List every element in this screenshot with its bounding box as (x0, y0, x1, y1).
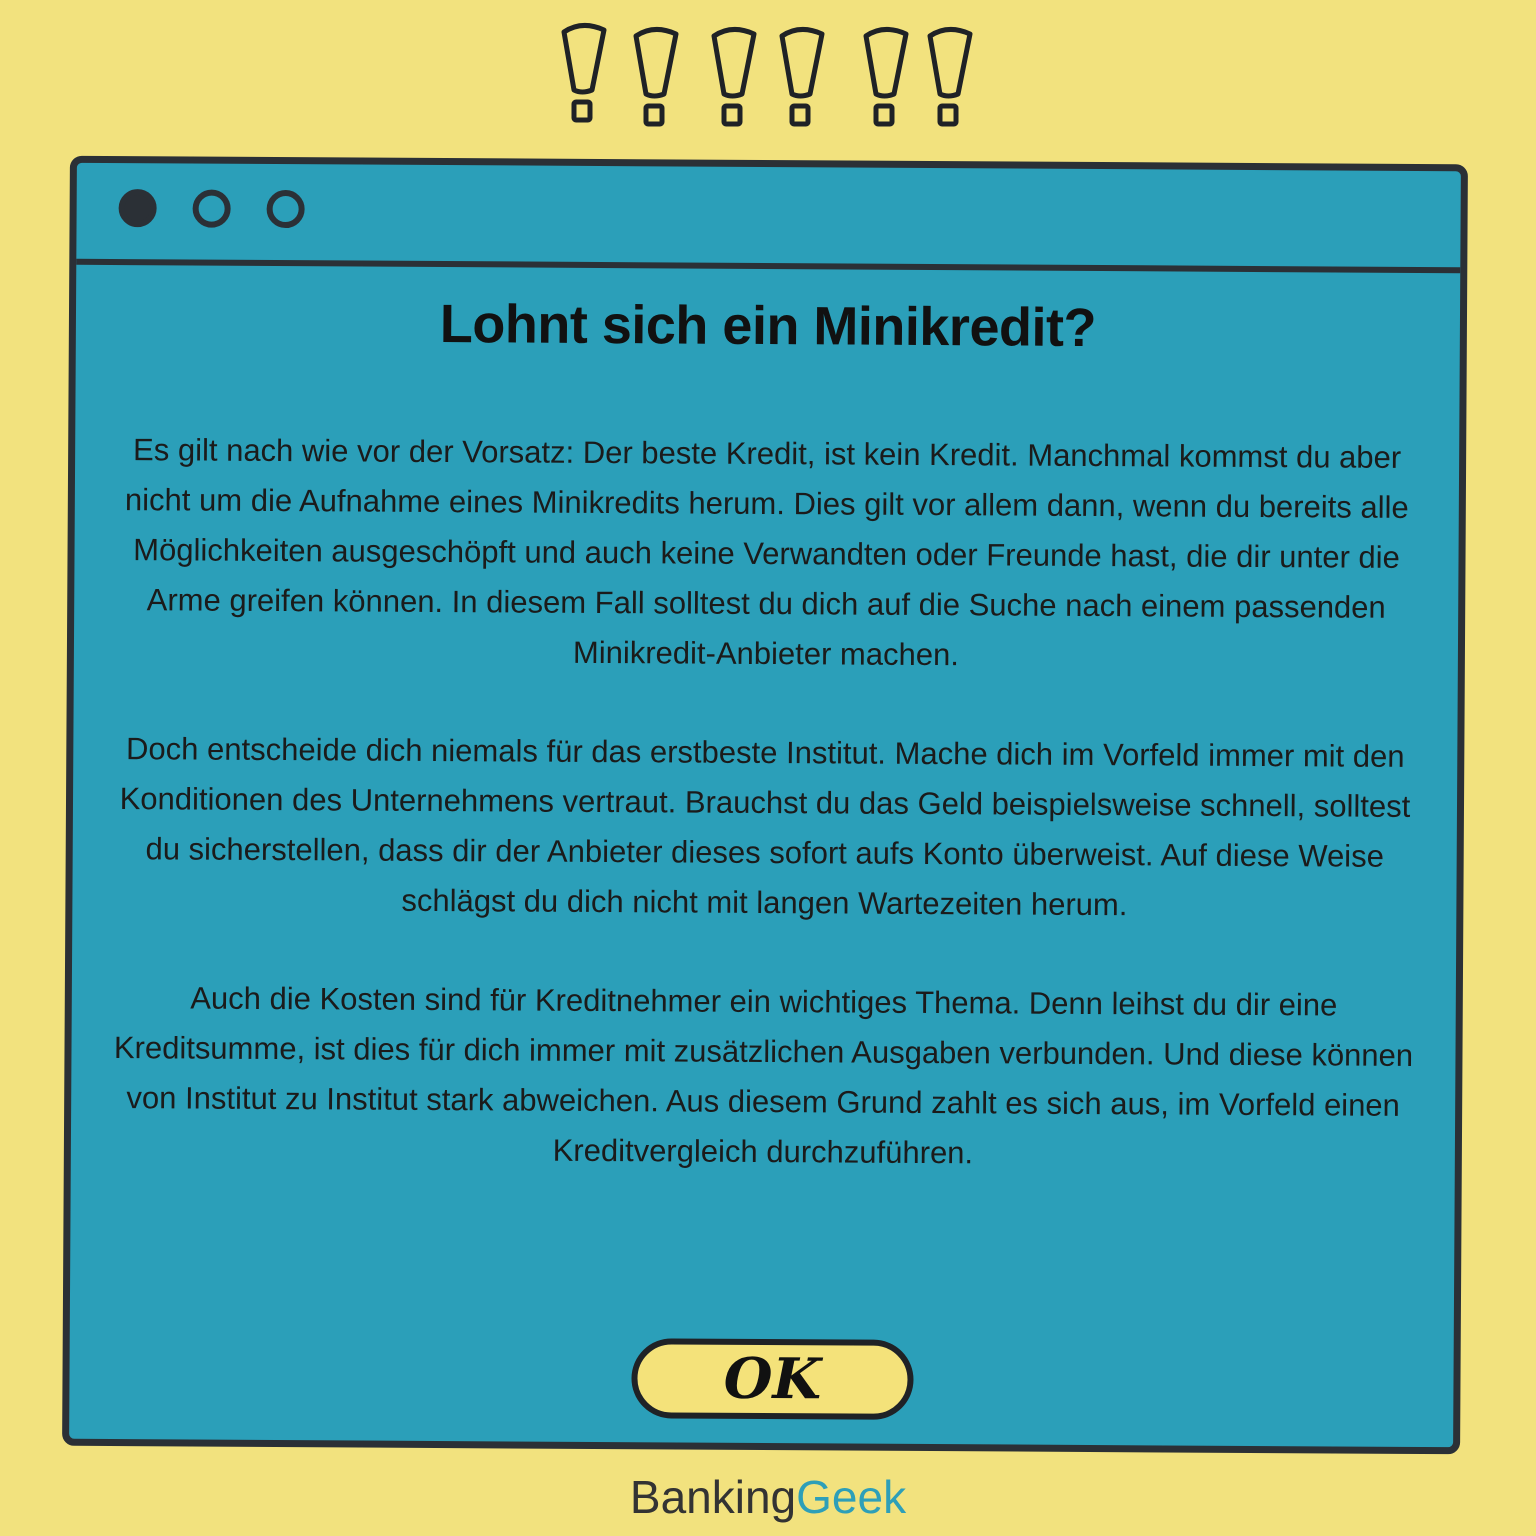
dialog-body (110, 425, 1419, 1230)
brand-name-part2: Geek (796, 1471, 907, 1523)
close-dot-icon[interactable] (119, 189, 157, 227)
ok-button[interactable]: OK (631, 1338, 913, 1420)
body-paragraph: Auch die Kosten sind für Kreditnehmer ein wichtiges Thema. Denn leihst du dir eine Kreditsumme, ist dies für dich immer mit zusätzlichen Ausgaben verbunden. Und diese können von Institut zu Institut stark abweichen. Aus diesem Grund zahlt es sich aus, im Vorfeld einen Kreditvergleich durchzuführen. (113, 980, 1414, 1171)
exclamation-icon (714, 29, 754, 124)
exclamation-marks-decoration (560, 18, 980, 130)
exclamation-icon (930, 29, 970, 124)
exclamation-icon (866, 29, 906, 124)
exclamation-icon (636, 29, 676, 124)
body-paragraph: Doch entscheide dich niemals für das erstbeste Institut. Mache dich im Vorfeld immer mit den Konditionen des Unternehmens vertraut. Brauchst du das Geld beispielsweise schnell, solltest du sicherstellen, dass dir der Anbieter dieses sofort aufs Konto überweist. Auf diese Weise schlägst du dich nicht mit langen Wartezeiten herum. (119, 731, 1411, 923)
body-paragraph: Es gilt nach wie vor der Vorsatz: Der beste Kredit, ist kein Kredit. Manchmal kommst du aber nicht um die Aufnahme eines Minikredits herum. Dies gilt vor allem dann, wenn du bereits alle Möglichkeiten ausgeschöpft und auch keine Verwandten oder Freunde hast, die dir unter die Arme greifen können. In diesem Fall solltest du dich auf die Suche nach einem passenden Minikredit-Anbieter machen. (124, 432, 1409, 673)
dialog-title: Lohnt sich ein Minikredit? (439, 294, 1097, 359)
brand-logo (0, 1470, 1536, 1524)
window-titlebar (76, 163, 1461, 273)
dialog-window (62, 156, 1468, 1455)
exclamation-icon (782, 29, 822, 124)
minimize-dot-icon[interactable] (193, 189, 231, 227)
exclamation-icon (564, 25, 604, 120)
brand-name-part1: Banking (629, 1471, 797, 1523)
maximize-dot-icon[interactable] (267, 190, 305, 228)
